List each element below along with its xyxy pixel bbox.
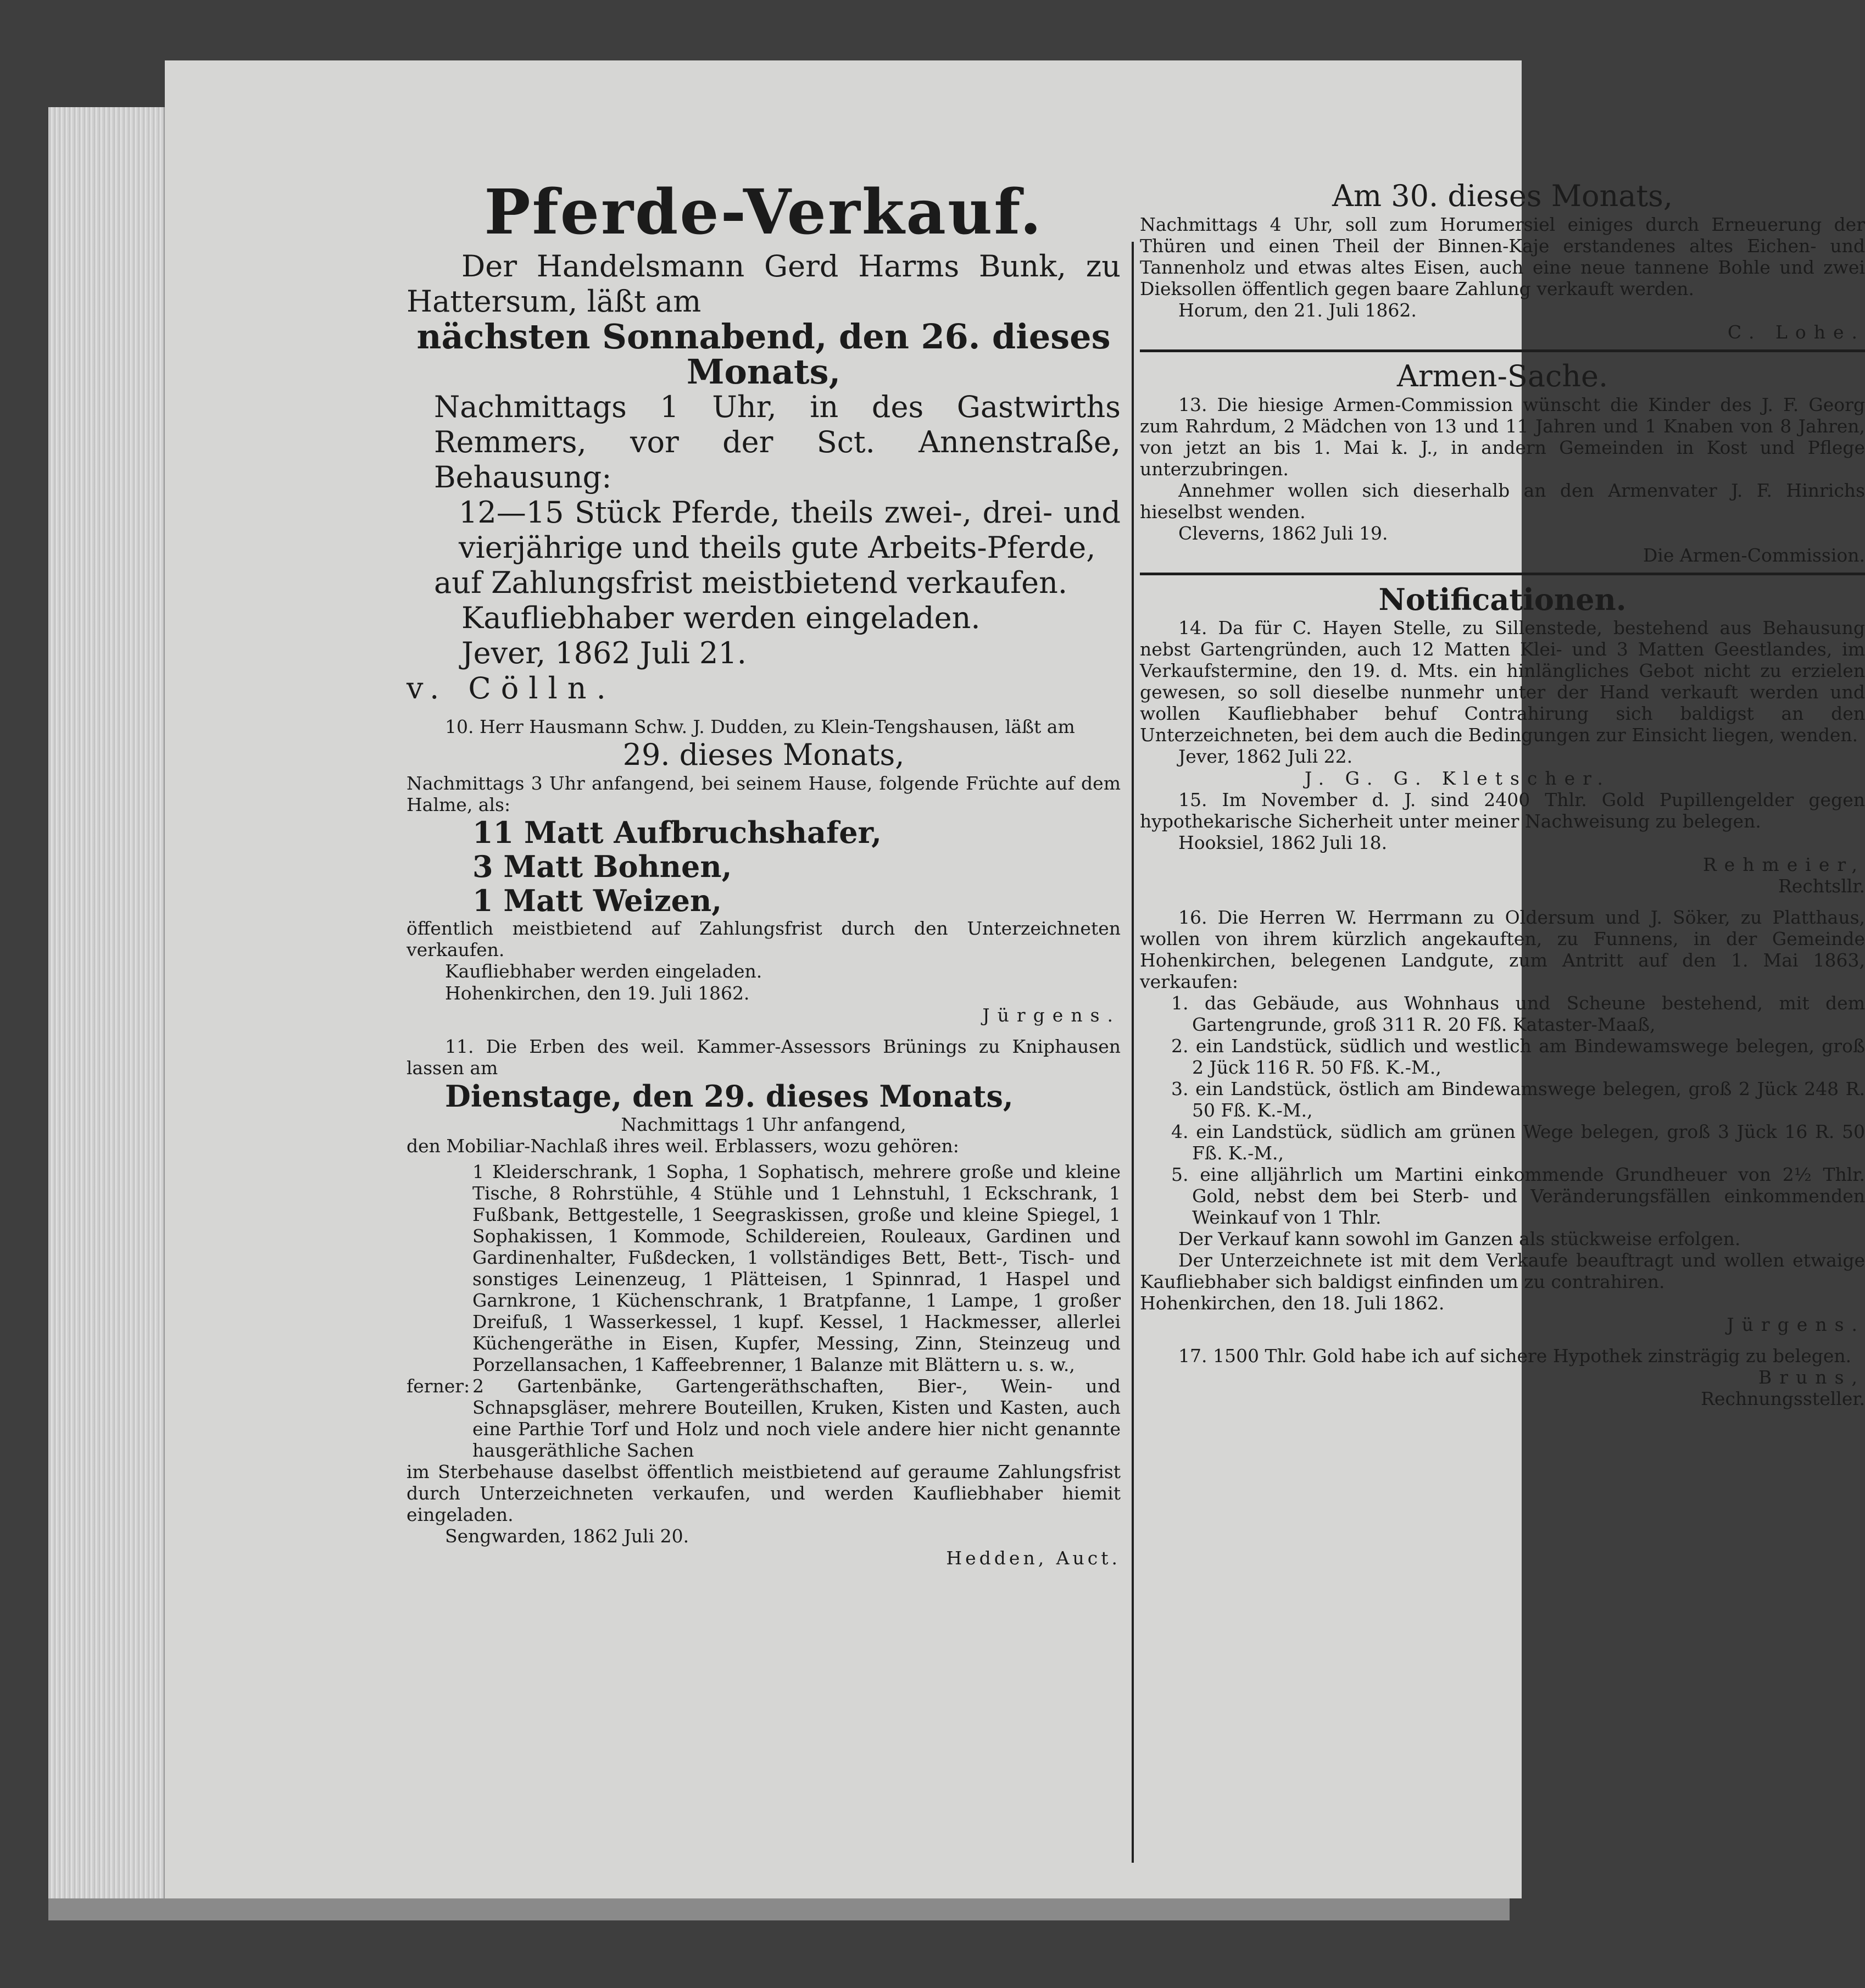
notif-14-sign: J. G. G. Kletscher. <box>1305 768 1611 789</box>
pferde-line-4: 12—15 Stück Pferde, theils zwei-, drei- und vierjährige und theils gute Arbeits-Pferde, <box>459 495 1121 565</box>
right-column <box>1140 179 1865 1409</box>
rule-1 <box>1140 349 1865 352</box>
ad11-sign: Hedden, Auct. <box>946 1547 1121 1569</box>
notif-16-item-2: 2. ein Landstück, südlich und westlich am Bindewamswege belegen, groß 2 Jück 116 R. 50 Fß. K.-M., <box>1171 1035 1865 1078</box>
horum-place: Horum, den 21. Juli 1862. <box>1178 299 1417 321</box>
pferde-title: Pferde-Verkauf. <box>484 176 1043 248</box>
notif-15-sign-1: Rehmeier, <box>1702 854 1865 875</box>
ad10-intro: 10. Herr Hausmann Schw. J. Dudden, zu Klein-Tengshausen, läßt am <box>445 716 1075 737</box>
column-divider <box>1132 242 1134 1863</box>
ad10-item-3: 1 Matt Weizen, <box>472 883 722 918</box>
notif-17-sign-1: Bruns, <box>1758 1367 1865 1388</box>
ad11-list: 1 Kleiderschrank, 1 Sopha, 1 Sophatisch, mehrere große und kleine Tische, 8 Rohrstühle, 4 Stühle und 1 Lehnstuhl, 1 Eckschrank, 1 Fußbank, Bettgestelle, 1 Seegraskissen, große und kleine Spiegel, 1 Sophakissen, 1 Kommode, Schildereien, Rouleaux, Gardinen und Gardinenhalter, Fußdecken, 1 vollständiges Bett, Bett-, Tisch- und sonstiges Leinenzeug, 1 Plätteisen, 1 Spinnrad, 1 Haspel und Garnkrone, 1 Küchenschrank, 1 Bratpfanne, 1 Lampe, 1 großer Dreifuß, 1 Wasserkessel, 1 kupf. Kessel, 1 Hackmesser, allerlei Küchengeräthe in Eisen, Kupfer, Messing, Zinn, Steinzeug und Porzellansachen, 1 Kaffeebrenner, 1 Balanze mit Blättern u. s. w., <box>472 1161 1121 1375</box>
notif-16-item-1: 1. das Gebäude, aus Wohnhaus und Scheune bestehend, mit dem Gartengrunde, groß 311 R. 20 Fß. Kataster-Maaß, <box>1171 992 1865 1035</box>
notif-16-place: Hohenkirchen, den 18. Juli 1862. <box>1140 1292 1445 1314</box>
book-page-edges <box>48 107 166 1909</box>
ad11-text2: im Sterbehause daselbst öffentlich meistbietend auf geraume Zahlungsfrist durch Unterzeichneten verkaufen, und werden Kaufliebhaber hiemit eingeladen. <box>407 1461 1121 1525</box>
notif-14: 14. Da für C. Hayen Stelle, zu Sillenstede, bestehend aus Behausung nebst Gartengründen, auch 12 Matten Klei- und 3 Matten Geestlandes, im Verkaufstermine, den 19. d. Mts. ein hinlängliches Gebot nicht zu erzielen gewesen, so soll dieselbe nunmehr unter der Hand verkauft werden und wollen Kaufliebhaber behuf Contrahirung sich baldigst an den Unterzeichneten, bei dem auch die Bedingungen zur Einsicht liegen, wenden. <box>1140 617 1865 746</box>
pferde-line-3: Nachmittags 1 Uhr, in des Gastwirths Remmers, vor der Sct. Annenstraße, Behausung: <box>434 390 1121 495</box>
pferde-sign: v. Cölln. <box>407 671 616 706</box>
ad10-text1: Nachmittags 3 Uhr anfangend, bei seinem Hause, folgende Früchte auf dem Halme, als: <box>407 773 1121 815</box>
pferde-line-5: auf Zahlungsfrist meistbietend verkaufen. <box>434 565 1068 600</box>
armen-text2: Annehmer wollen sich dieserhalb an den Armenvater J. F. Hinrichs hieselbst wenden. <box>1140 480 1865 523</box>
horum-sign: C. Lohe. <box>1727 321 1865 343</box>
pferde-line-7: Jever, 1862 Juli 21. <box>461 636 747 670</box>
ad10-sign: Jürgens. <box>982 1004 1121 1026</box>
ad10-text2: öffentlich meistbietend auf Zahlungsfrist durch den Unterzeichneten verkaufen. <box>407 918 1121 960</box>
armen-sign: Die Armen-Commission. <box>1643 545 1865 566</box>
horum-heading: Am 30. dieses Monats, <box>1332 179 1673 213</box>
notif-16-item-5: 5. eine alljährlich um Martini einkommende Grundheuer von 2½ Thlr. Gold, nebst dem bei Sterb- und Veränderungsfällen einkommenden Weinkauf von 1 Thlr. <box>1171 1164 1865 1228</box>
notif-16-text2: Der Verkauf kann sowohl im Ganzen als stückweise erfolgen. <box>1178 1228 1741 1250</box>
notif-heading: Notificationen. <box>1378 582 1627 617</box>
ad10-place: Hohenkirchen, den 19. Juli 1862. <box>445 982 750 1004</box>
ad11-time: Nachmittags 1 Uhr anfangend, <box>621 1114 906 1135</box>
pferde-line-6: Kaufliebhaber werden eingeladen. <box>461 601 981 635</box>
rule-2 <box>1140 573 1865 575</box>
ad10-date: 29. dieses Monats, <box>622 737 905 772</box>
armen-text: 13. Die hiesige Armen-Commission wünscht die Kinder des J. F. Georg zum Rahrdum, 2 Mädchen von 13 und 11 Jahren und 1 Knaben von 8 Jahren, von jetzt an bis 1. Mai k. J., in andern Gemeinden in Kost und Pflege unterzubringen. <box>1140 394 1865 480</box>
pferde-line-1: Der Handelsmann Gerd Harms Bunk, zu Hattersum, läßt am <box>407 249 1121 319</box>
ad11-intro: 11. Die Erben des weil. Kammer-Assessors Brünings zu Kniphausen lassen am <box>407 1036 1121 1079</box>
notif-16-sign: Jürgens. <box>1727 1314 1865 1335</box>
notif-16: 16. Die Herren W. Herrmann zu Oldersum und J. Söker, zu Platthaus, wollen von ihrem kürzlich angekauften, zu Funnens, in der Gemeinde Hohenkirchen, belegenen Landgute, zum Antritt auf den 1. Mai 1863, verkaufen: <box>1140 907 1865 992</box>
armen-place: Cleverns, 1862 Juli 19. <box>1178 523 1388 544</box>
ad11-ferner-block <box>407 1375 1121 1461</box>
newspaper-page <box>165 60 1865 1898</box>
ad10-item-2: 3 Matt Bohnen, <box>472 849 732 884</box>
ad11-ferner: 2 Gartenbänke, Gartengeräthschaften, Bier-, Wein- und Schnapsgläser, mehrere Bouteillen, Kruken, Kisten und Kasten, auch eine Parthie Torf und Holz und noch viele andere hier nicht genannte hausgeräthliche Sachen <box>472 1375 1121 1461</box>
notif-15: 15. Im November d. J. sind 2400 Thlr. Gold Pupillengelder gegen hypothekarische Sicherheit unter meiner Nachweisung zu belegen. <box>1140 789 1865 832</box>
book-bottom-edge <box>48 1898 1510 1920</box>
ad11-place: Sengwarden, 1862 Juli 20. <box>445 1525 689 1547</box>
notif-15-place: Hooksiel, 1862 Juli 18. <box>1178 832 1388 853</box>
notif-16-item-4: 4. ein Landstück, südlich am grünen Wege belegen, groß 3 Jück 16 R. 50 Fß. K.-M., <box>1171 1121 1865 1164</box>
notif-17: 17. 1500 Thlr. Gold habe ich auf sichere Hypothek zinsträgig zu belegen. <box>1178 1345 1852 1367</box>
notif-16-item-3: 3. ein Landstück, östlich am Bindewamswege belegen, groß 2 Jück 248 R. 50 Fß. K.-M., <box>1171 1078 1865 1121</box>
notif-16-text3: Der Unterzeichnete ist mit dem Verkaufe beauftragt und wollen etwaige Kaufliebhaber sich baldigst einfinden um zu contrahiren. <box>1140 1250 1865 1292</box>
left-column <box>407 176 1121 1569</box>
notif-17-sign-2: Rechnungssteller. <box>1701 1388 1865 1409</box>
ad10-invite: Kaufliebhaber werden eingeladen. <box>445 960 762 982</box>
notif-14-place: Jever, 1862 Juli 22. <box>1178 746 1353 767</box>
pferde-line-2: nächsten Sonnabend, den 26. dieses Monats, <box>416 316 1111 392</box>
ad11-ferner-label: ferner: <box>407 1375 470 1397</box>
horum-text: Nachmittags 4 Uhr, soll zum Horumersiel einiges durch Erneuerung der Thüren und einen Theil der Binnen-Kaje erstandenes altes Eichen- und Tannenholz und etwas altes Eisen, auch eine neue tannene Bohle und zwei Dieksollen öffentlich gegen baare Zahlung verkauft werden. <box>1140 214 1865 299</box>
ad11-text1: den Mobiliar-Nachlaß ihres weil. Erblassers, wozu gehören: <box>407 1135 959 1157</box>
ad11-date: Dienstage, den 29. dieses Monats, <box>445 1079 1014 1114</box>
armen-heading: Armen-Sache. <box>1396 359 1608 393</box>
notif-15-sign-2: Rechtsllr. <box>1778 875 1865 897</box>
ad10-item-1: 11 Matt Aufbruchshafer, <box>472 815 882 850</box>
